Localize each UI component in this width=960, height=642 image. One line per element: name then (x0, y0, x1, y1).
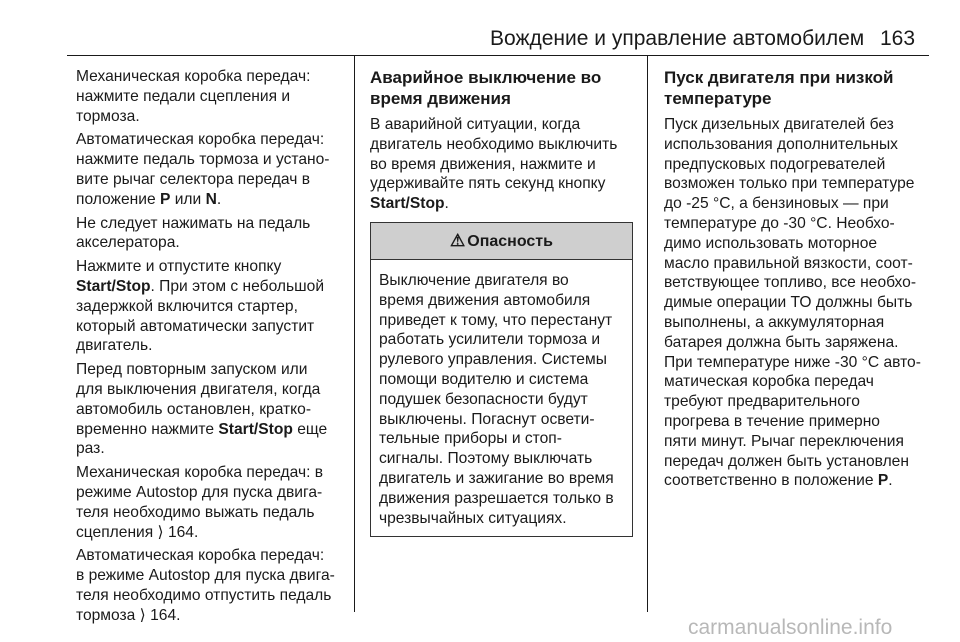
warning-triangle-icon: ⚠ (450, 230, 466, 250)
text-line: двигатель. (76, 337, 153, 355)
text-line: в режиме Autostop для пуска двига- (76, 567, 335, 585)
text-line: режиме Autostop для пуска двига- (76, 483, 323, 501)
gear-position-p: P (877, 472, 889, 490)
paragraph-accelerator (76, 214, 335, 254)
text-line: рулевого управления. Системы (379, 351, 607, 369)
text-line: Автоматическая коробка передач: (76, 131, 325, 149)
text-line: Не следует нажимать на педаль (76, 214, 311, 232)
text-line: В аварийной ситуации, когда (370, 116, 581, 133)
text-line: чрезвычайных ситуациях. (379, 509, 567, 527)
text-line: помощи водителю и система (379, 370, 589, 388)
gear-position-p: P (159, 190, 171, 208)
text-line: батарея должна быть заряжена. (664, 333, 899, 351)
column-divider-2 (647, 56, 648, 612)
text-line: работать усилители тормоза и (379, 331, 601, 349)
text-line: димо использовать моторное (664, 234, 878, 252)
watermark-text: carmanualsonline.info (688, 616, 893, 639)
text-line: передач должен быть установлен (664, 452, 909, 470)
text-span: соответственно в положение (664, 472, 878, 490)
paragraph-start-stop (76, 257, 335, 356)
text-line: масло правильной вязкости, соот- (664, 254, 913, 272)
text-line: задержкой включится стартер, (76, 297, 298, 315)
page-number: 163 (880, 27, 916, 50)
paragraph-restart (76, 360, 335, 459)
text-line: температуре до -30 °C. Необхо- (664, 214, 895, 232)
text-line: возможен только при температуре (664, 175, 915, 193)
text-line: двигатель и зажигание во время (379, 469, 614, 487)
start-stop-label: Start/Stop (370, 195, 445, 213)
text-line: Пуск дизельных двигателей без (664, 116, 894, 133)
heading-line: температуре (664, 89, 772, 108)
heading-line: Пуск двигателя при низкой (664, 68, 894, 87)
text-line: автомобиль остановлен, кратко- (76, 400, 312, 418)
text-line: тельные приборы и стоп- (379, 430, 562, 448)
page-reference-link[interactable]: тормоза ⟩ 164. (76, 606, 181, 624)
start-stop-label: Start/Stop (76, 277, 151, 295)
text-line: нажмите педаль тормоза и устано- (76, 151, 330, 169)
text-line: Механическая коробка передач: (76, 68, 311, 85)
text-line: выполнены, а аккумуляторная (664, 313, 885, 331)
text-line: пяти минут. Рычаг переключения (664, 432, 904, 450)
column-middle (370, 67, 633, 537)
heading-line: время движения (370, 89, 511, 108)
column-left (76, 67, 335, 630)
text-line: теля необходимо выжать педаль (76, 503, 315, 521)
text-span: временно нажмите (76, 420, 219, 438)
text-line: сигналы. Поэтому выключать (379, 450, 593, 468)
section-heading-emergency-shutdown (370, 67, 633, 109)
text-span: . При этом с небольшой (150, 277, 325, 295)
text-line: матическая коробка передач (664, 373, 874, 391)
text-line (76, 277, 335, 297)
text-line: приведет к тому, что перестанут (379, 311, 613, 329)
text-line: двигатель необходимо выключить (370, 135, 618, 153)
text-line: подушек безопасности будут (379, 390, 588, 408)
text-line: требуют предварительного (664, 393, 860, 411)
paragraph-autostop-manual (76, 463, 335, 542)
paragraph-automatic-gearbox (76, 130, 335, 209)
text-line: Механическая коробка передач: в (76, 464, 324, 482)
header-rule (67, 55, 929, 56)
paragraph-emergency (370, 115, 633, 214)
warning-title: Опасность (467, 232, 553, 250)
text-line: удерживайте пять секунд кнопку (370, 175, 606, 193)
text-line: ветствующее топливо, все необхо- (664, 274, 917, 292)
text-line: При температуре ниже -30 °C авто- (664, 353, 921, 371)
text-line: теля необходимо отпустить педаль (76, 586, 332, 604)
text-line: движения разрешается только в (379, 489, 614, 507)
text-line (664, 471, 921, 491)
heading-line: Аварийное выключение во (370, 68, 602, 87)
paragraph-autostop-automatic (76, 546, 335, 625)
text-line: использования дополнительных (664, 135, 898, 153)
start-stop-label: Start/Stop (218, 420, 293, 438)
column-right (664, 67, 921, 495)
text-line (76, 420, 335, 440)
text-line: до -25 °C, а бензиновых — при (664, 195, 889, 213)
text-span: . (888, 472, 893, 490)
text-span: . (444, 195, 449, 213)
text-line: который автоматически запустит (76, 317, 315, 335)
column-divider-1 (354, 56, 355, 612)
text-line: Выключение двигателя во (379, 271, 569, 289)
paragraph-cold-start (664, 115, 921, 491)
text-line: время движения автомобиля (379, 291, 591, 309)
text-line: вите рычаг селектора передач в (76, 170, 310, 188)
text-line: нажмите педали сцепления и (76, 87, 291, 105)
paragraph-manual-gearbox (76, 67, 335, 126)
text-line: прогрева в течение примерно (664, 412, 880, 430)
text-line: тормоза. (76, 107, 140, 125)
text-line: выключены. Погаснут освети- (379, 410, 595, 428)
text-line (370, 194, 633, 214)
text-line (76, 190, 335, 210)
text-line: Перед повторным запуском или (76, 361, 308, 379)
text-line: раз. (76, 440, 105, 458)
text-line: Нажмите и отпустите кнопку (76, 258, 282, 276)
text-line: для выключения двигателя, когда (76, 380, 321, 398)
warning-header (371, 223, 632, 260)
text-line: во время движения, нажмите и (370, 155, 596, 173)
warning-body (371, 260, 632, 536)
text-span: еще (292, 420, 328, 438)
text-line: предпусковых подогревателей (664, 155, 886, 173)
section-heading-cold-start (664, 67, 921, 109)
gear-position-n: N (205, 190, 217, 208)
text-span: . (216, 190, 222, 208)
text-line: димые операции ТО должны быть (664, 294, 913, 312)
text-span: положение (76, 190, 160, 208)
page-header-title: Вождение и управление автомобилем (490, 27, 865, 50)
text-line: Автоматическая коробка передач: (76, 547, 325, 565)
text-line: акселератора. (76, 234, 180, 252)
danger-warning-box (370, 222, 633, 537)
page-reference-link[interactable]: сцепления ⟩ 164. (76, 523, 199, 541)
text-span: или (170, 190, 206, 208)
